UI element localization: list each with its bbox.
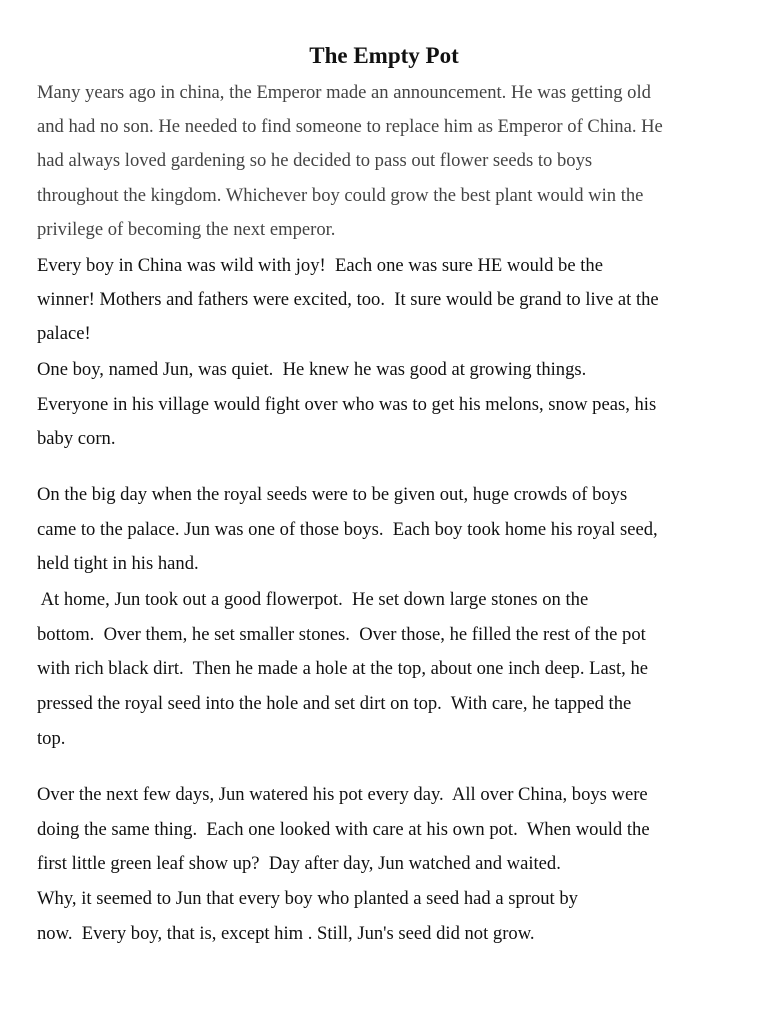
text-line: throughout the kingdom. Whichever boy could grow the best plant would win the bbox=[37, 185, 644, 206]
text-line: At home, Jun took out a good flowerpot. He set down large stones on the bbox=[37, 589, 589, 610]
text-line: top. bbox=[37, 728, 66, 749]
text-line: held tight in his hand. bbox=[37, 553, 199, 574]
text-line: palace! bbox=[37, 323, 91, 344]
text-line: winner! Mothers and fathers were excited, too. It sure would be grand to live at the bbox=[37, 289, 659, 310]
text-line: and had no son. He needed to find someone to replace him as Emperor of China. He bbox=[37, 116, 663, 137]
text-line: Everyone in his village would fight over who was to get his melons, snow peas, his bbox=[37, 394, 657, 415]
text-line: pressed the royal seed into the hole and set dirt on top. With care, he tapped the bbox=[37, 693, 632, 714]
text-line: came to the palace. Jun was one of those boys. Each boy took home his royal seed, bbox=[37, 519, 658, 540]
text-line: privilege of becoming the next emperor. bbox=[37, 219, 336, 240]
text-line: Why, it seemed to Jun that every boy who planted a seed had a sprout by bbox=[37, 888, 578, 909]
text-line: doing the same thing. Each one looked with care at his own pot. When would the bbox=[37, 819, 650, 840]
text-line: On the big day when the royal seeds were to be given out, huge crowds of boys bbox=[37, 484, 628, 505]
text-line: now. Every boy, that is, except him . Still, Jun's seed did not grow. bbox=[37, 923, 535, 944]
text-line: One boy, named Jun, was quiet. He knew he was good at growing things. bbox=[37, 359, 587, 380]
text-line: Every boy in China was wild with joy! Each one was sure HE would be the bbox=[37, 255, 603, 276]
text-line: bottom. Over them, he set smaller stones. Over those, he filled the rest of the pot bbox=[37, 624, 646, 645]
text-line: had always loved gardening so he decided to pass out flower seeds to boys bbox=[37, 150, 593, 171]
page-title: The Empty Pot bbox=[309, 43, 459, 68]
text-line: first little green leaf show up? Day after day, Jun watched and waited. bbox=[37, 853, 561, 874]
text-line: with rich black dirt. Then he made a hole at the top, about one inch deep. Last, he bbox=[37, 658, 648, 679]
text-line: baby corn. bbox=[37, 428, 116, 449]
text-line: Many years ago in china, the Emperor made an announcement. He was getting old bbox=[37, 82, 651, 103]
text-line: Over the next few days, Jun watered his pot every day. All over China, boys were bbox=[37, 784, 648, 805]
